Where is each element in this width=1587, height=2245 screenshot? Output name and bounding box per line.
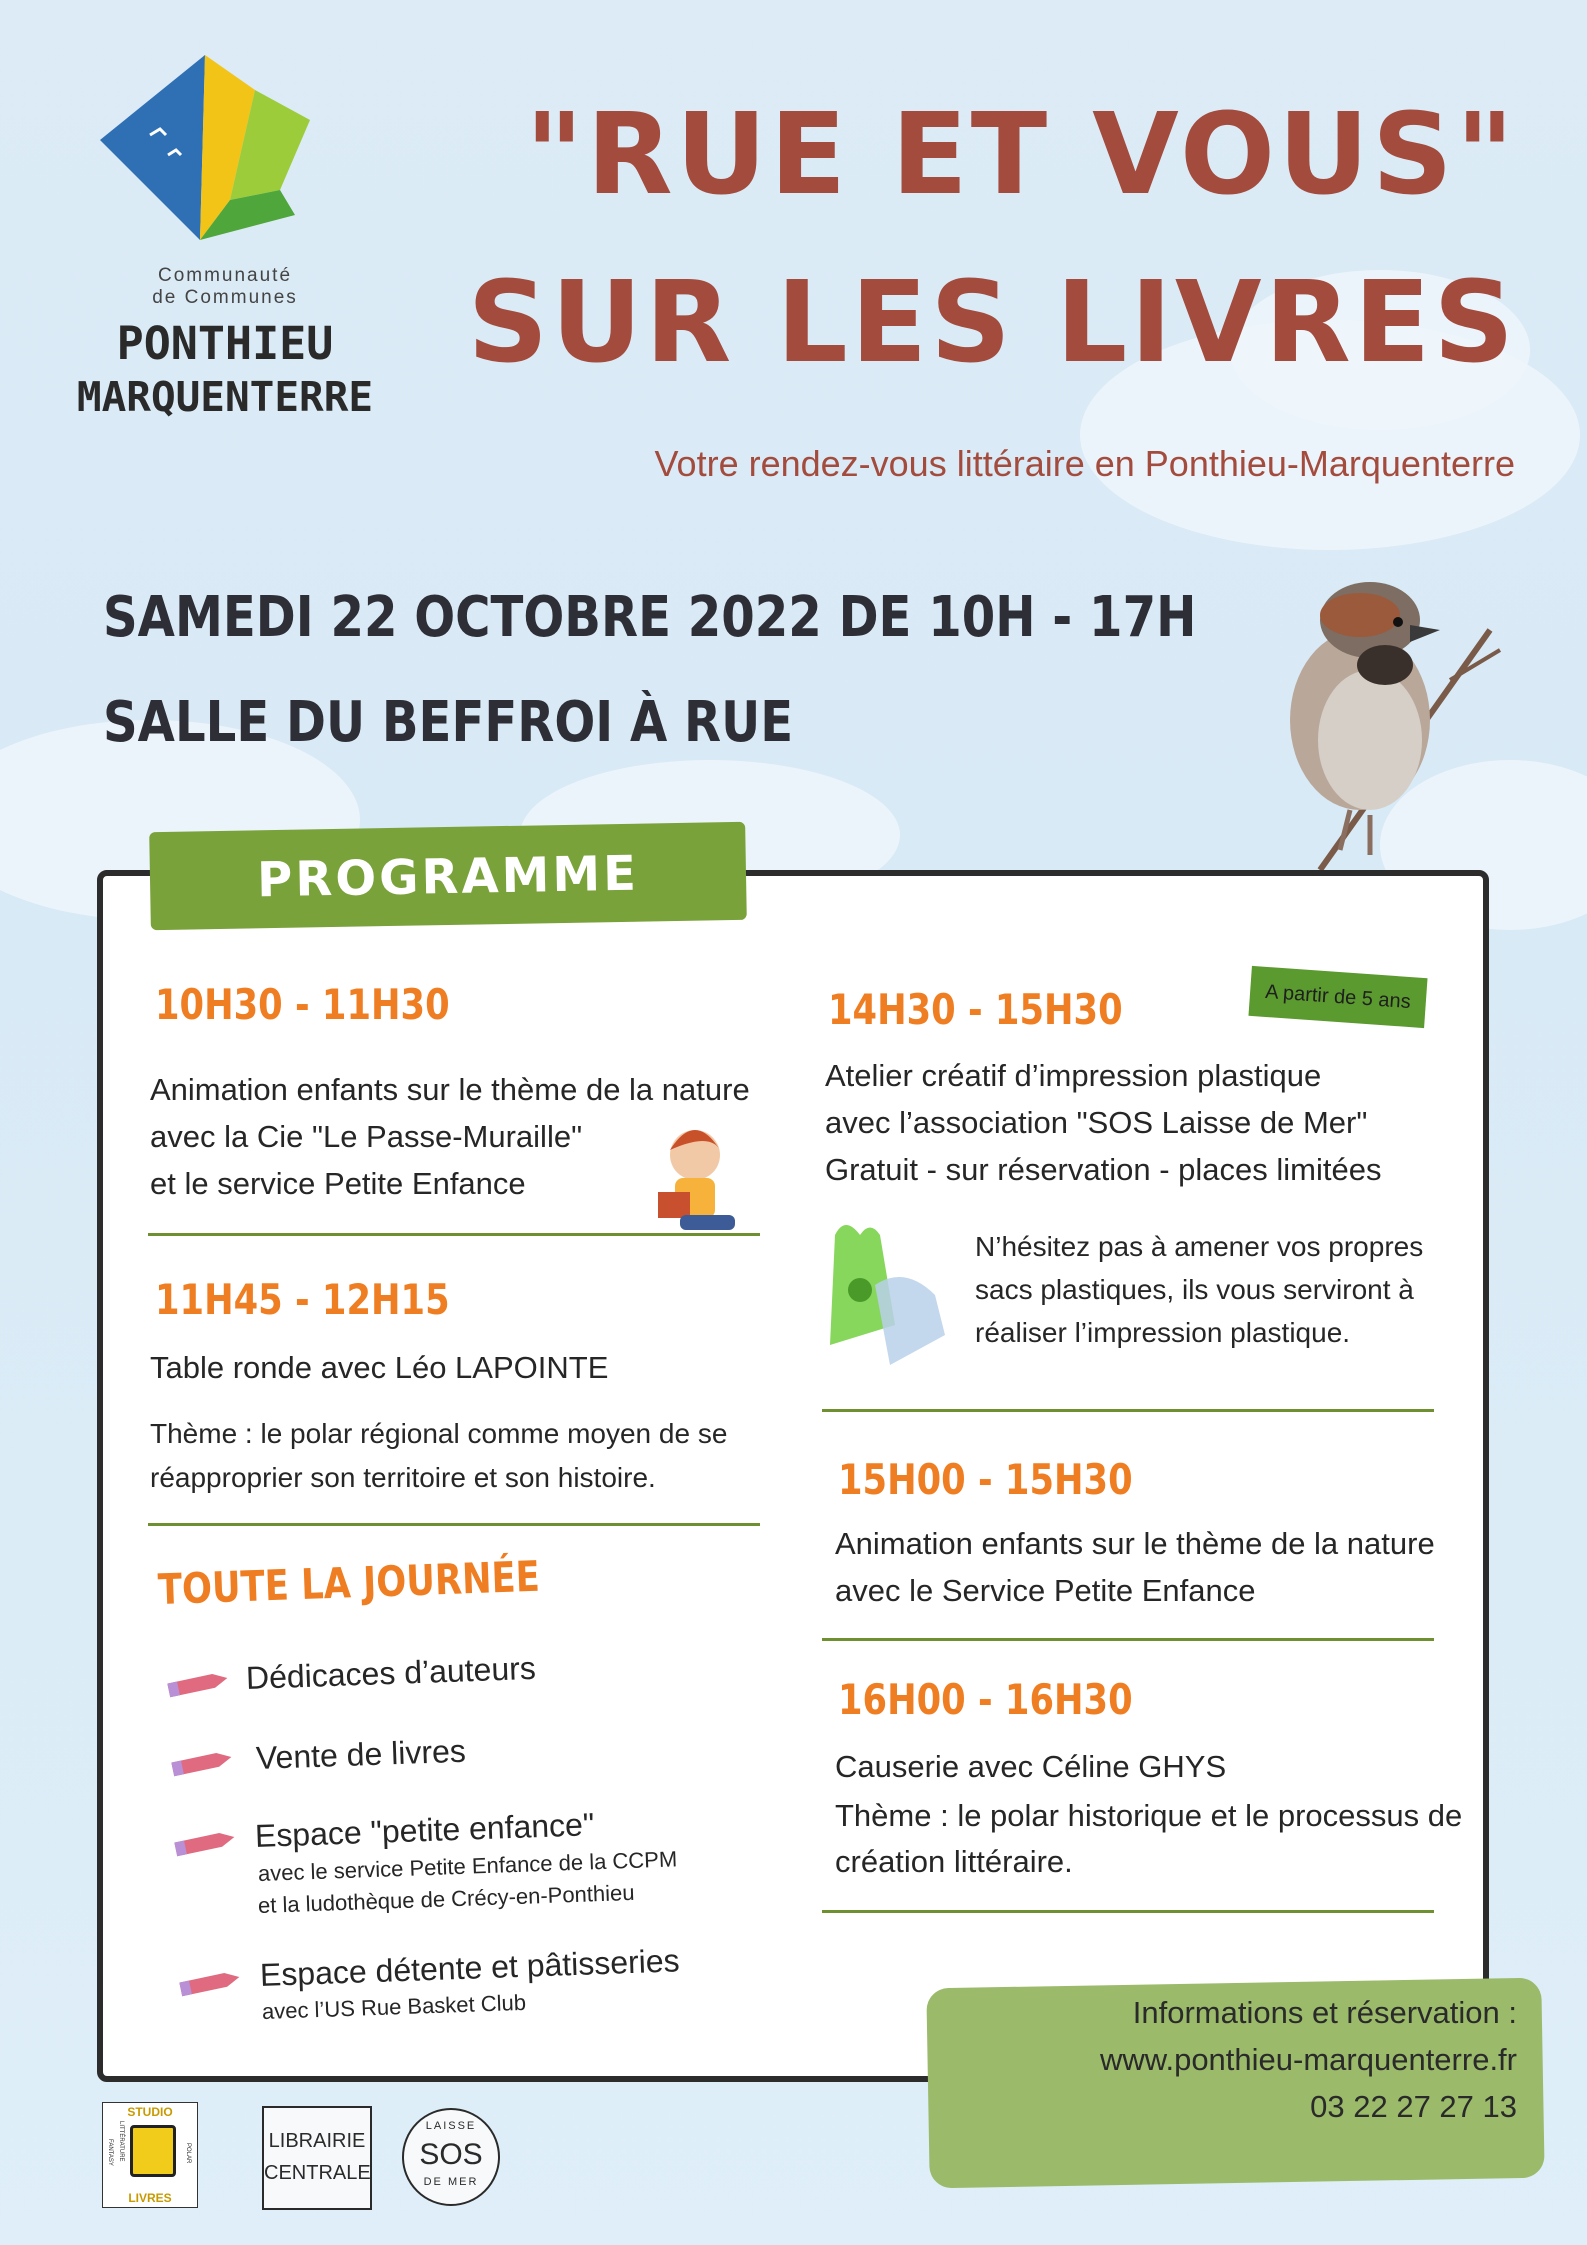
event-date: SAMEDI 22 OCTOBRE 2022 DE 10H - 17H	[103, 585, 1197, 650]
slot5-line2: Thème : le polar historique et le processus de	[835, 1798, 1463, 1833]
slot1-line3: et le service Petite Enfance	[150, 1166, 526, 1201]
librairie-line1: LIBRAIRIE	[268, 2130, 366, 2152]
programme-tag	[149, 822, 747, 930]
sos-laisse-logo	[402, 2108, 500, 2206]
logo-kite-icon	[80, 50, 330, 250]
time-slot-3: 14H30 - 15H30	[828, 985, 1123, 1034]
slot5-line1: Causerie avec Céline GHYS	[835, 1749, 1227, 1784]
librairie-line2: CENTRALE	[264, 2162, 371, 2184]
slot2-line1: Table ronde avec Léo LAPOINTE	[150, 1350, 609, 1385]
allday-item-2: Vente de livres	[255, 1732, 467, 1776]
time-slot-1: 10H30 - 11H30	[155, 980, 450, 1029]
time-slot-4: 15H00 - 15H30	[838, 1455, 1133, 1504]
allday-item-1: Dédicaces d’auteurs	[245, 1649, 537, 1696]
slot3-line1: Atelier créatif d’impression plastique	[825, 1058, 1322, 1093]
allday-item-3: Espace "petite enfance"	[254, 1806, 595, 1854]
librairie-logo	[262, 2106, 372, 2210]
sos-bottom: DE MER	[423, 2176, 479, 2188]
sparrow-icon	[1260, 570, 1510, 890]
studio-livres-logo	[102, 2102, 198, 2208]
sos-top: LAISSE	[425, 2120, 477, 2132]
studio-mascot-icon	[130, 2125, 176, 2177]
divider	[148, 1523, 760, 1526]
allday-item-3-sub2: et la ludothèque de Crécy-en-Ponthieu	[257, 1879, 635, 1918]
slot1-line2: avec la Cie "Le Passe-Muraille"	[150, 1119, 583, 1154]
slot2-sub1: Thème : le polar régional comme moyen de se	[150, 1418, 728, 1449]
slot1-line1: Animation enfants sur le thème de la nature	[150, 1072, 750, 1107]
sos-middle: SOS	[419, 2138, 483, 2171]
slot2-sub2: réapproprier son territoire et son histoire.	[150, 1462, 656, 1493]
allday-title: TOUTE LA JOURNÉE	[157, 1551, 541, 1614]
time-slot-2: 11H45 - 12H15	[155, 1275, 450, 1324]
studio-right: POLAR	[185, 2143, 191, 2164]
plastic-bags-icon	[815, 1215, 965, 1365]
logo-line2: de Communes	[152, 287, 298, 308]
divider	[148, 1233, 760, 1236]
title-line1: "RUE ET VOUS"	[525, 90, 1517, 220]
slot3-line2: avec l’association "SOS Laisse de Mer"	[825, 1105, 1368, 1140]
info-website[interactable]: www.ponthieu-marquenterre.fr	[1100, 2042, 1517, 2077]
allday-item-4-sub1: avec l’US Rue Basket Club	[261, 1989, 527, 2024]
age-badge: A partir de 5 ans	[1248, 966, 1427, 1028]
slot4-line2: avec le Service Petite Enfance	[835, 1573, 1256, 1608]
logo	[60, 40, 390, 440]
title-line2: SUR LES LIVRES	[467, 258, 1517, 388]
programme-label: PROGRAMME	[256, 845, 640, 909]
divider	[822, 1409, 1434, 1412]
studio-lit: LITTÉRATURE	[118, 2121, 124, 2162]
info-phone: 03 22 27 27 13	[1310, 2089, 1517, 2124]
time-slot-5: 16H00 - 16H30	[838, 1675, 1133, 1724]
slot5-line3: création littéraire.	[835, 1844, 1073, 1879]
divider	[822, 1638, 1434, 1641]
allday-item-4: Espace détente et pâtisseries	[259, 1942, 681, 1993]
slot3-note3: réaliser l’impression plastique.	[975, 1317, 1351, 1348]
info-line1: Informations et réservation :	[1132, 1995, 1517, 2030]
studio-top: STUDIO	[127, 2105, 173, 2119]
divider	[822, 1910, 1434, 1913]
slot3-note1: N’hésitez pas à amener vos propres	[975, 1231, 1424, 1262]
logo-name2: MARQUENTERRE	[76, 373, 374, 421]
event-place: SALLE DU BEFFROI À RUE	[103, 690, 794, 755]
slot4-line1: Animation enfants sur le thème de la nature	[835, 1526, 1435, 1561]
studio-left: FANTASY	[107, 2139, 113, 2166]
logo-name1: PONTHIEU	[116, 317, 334, 370]
subtitle: Votre rendez-vous littéraire en Ponthieu-Marquenterre	[654, 443, 1515, 484]
child-reading-icon	[640, 1120, 750, 1240]
allday-item-3-sub1: avec le service Petite Enfance de la CCPM	[257, 1846, 678, 1886]
logo-line1: Communauté	[157, 265, 293, 286]
slot3-line3: Gratuit - sur réservation - places limitées	[825, 1152, 1382, 1187]
slot3-note2: sacs plastiques, ils vous serviront à	[975, 1274, 1414, 1305]
studio-bottom: LIVRES	[128, 2191, 172, 2205]
